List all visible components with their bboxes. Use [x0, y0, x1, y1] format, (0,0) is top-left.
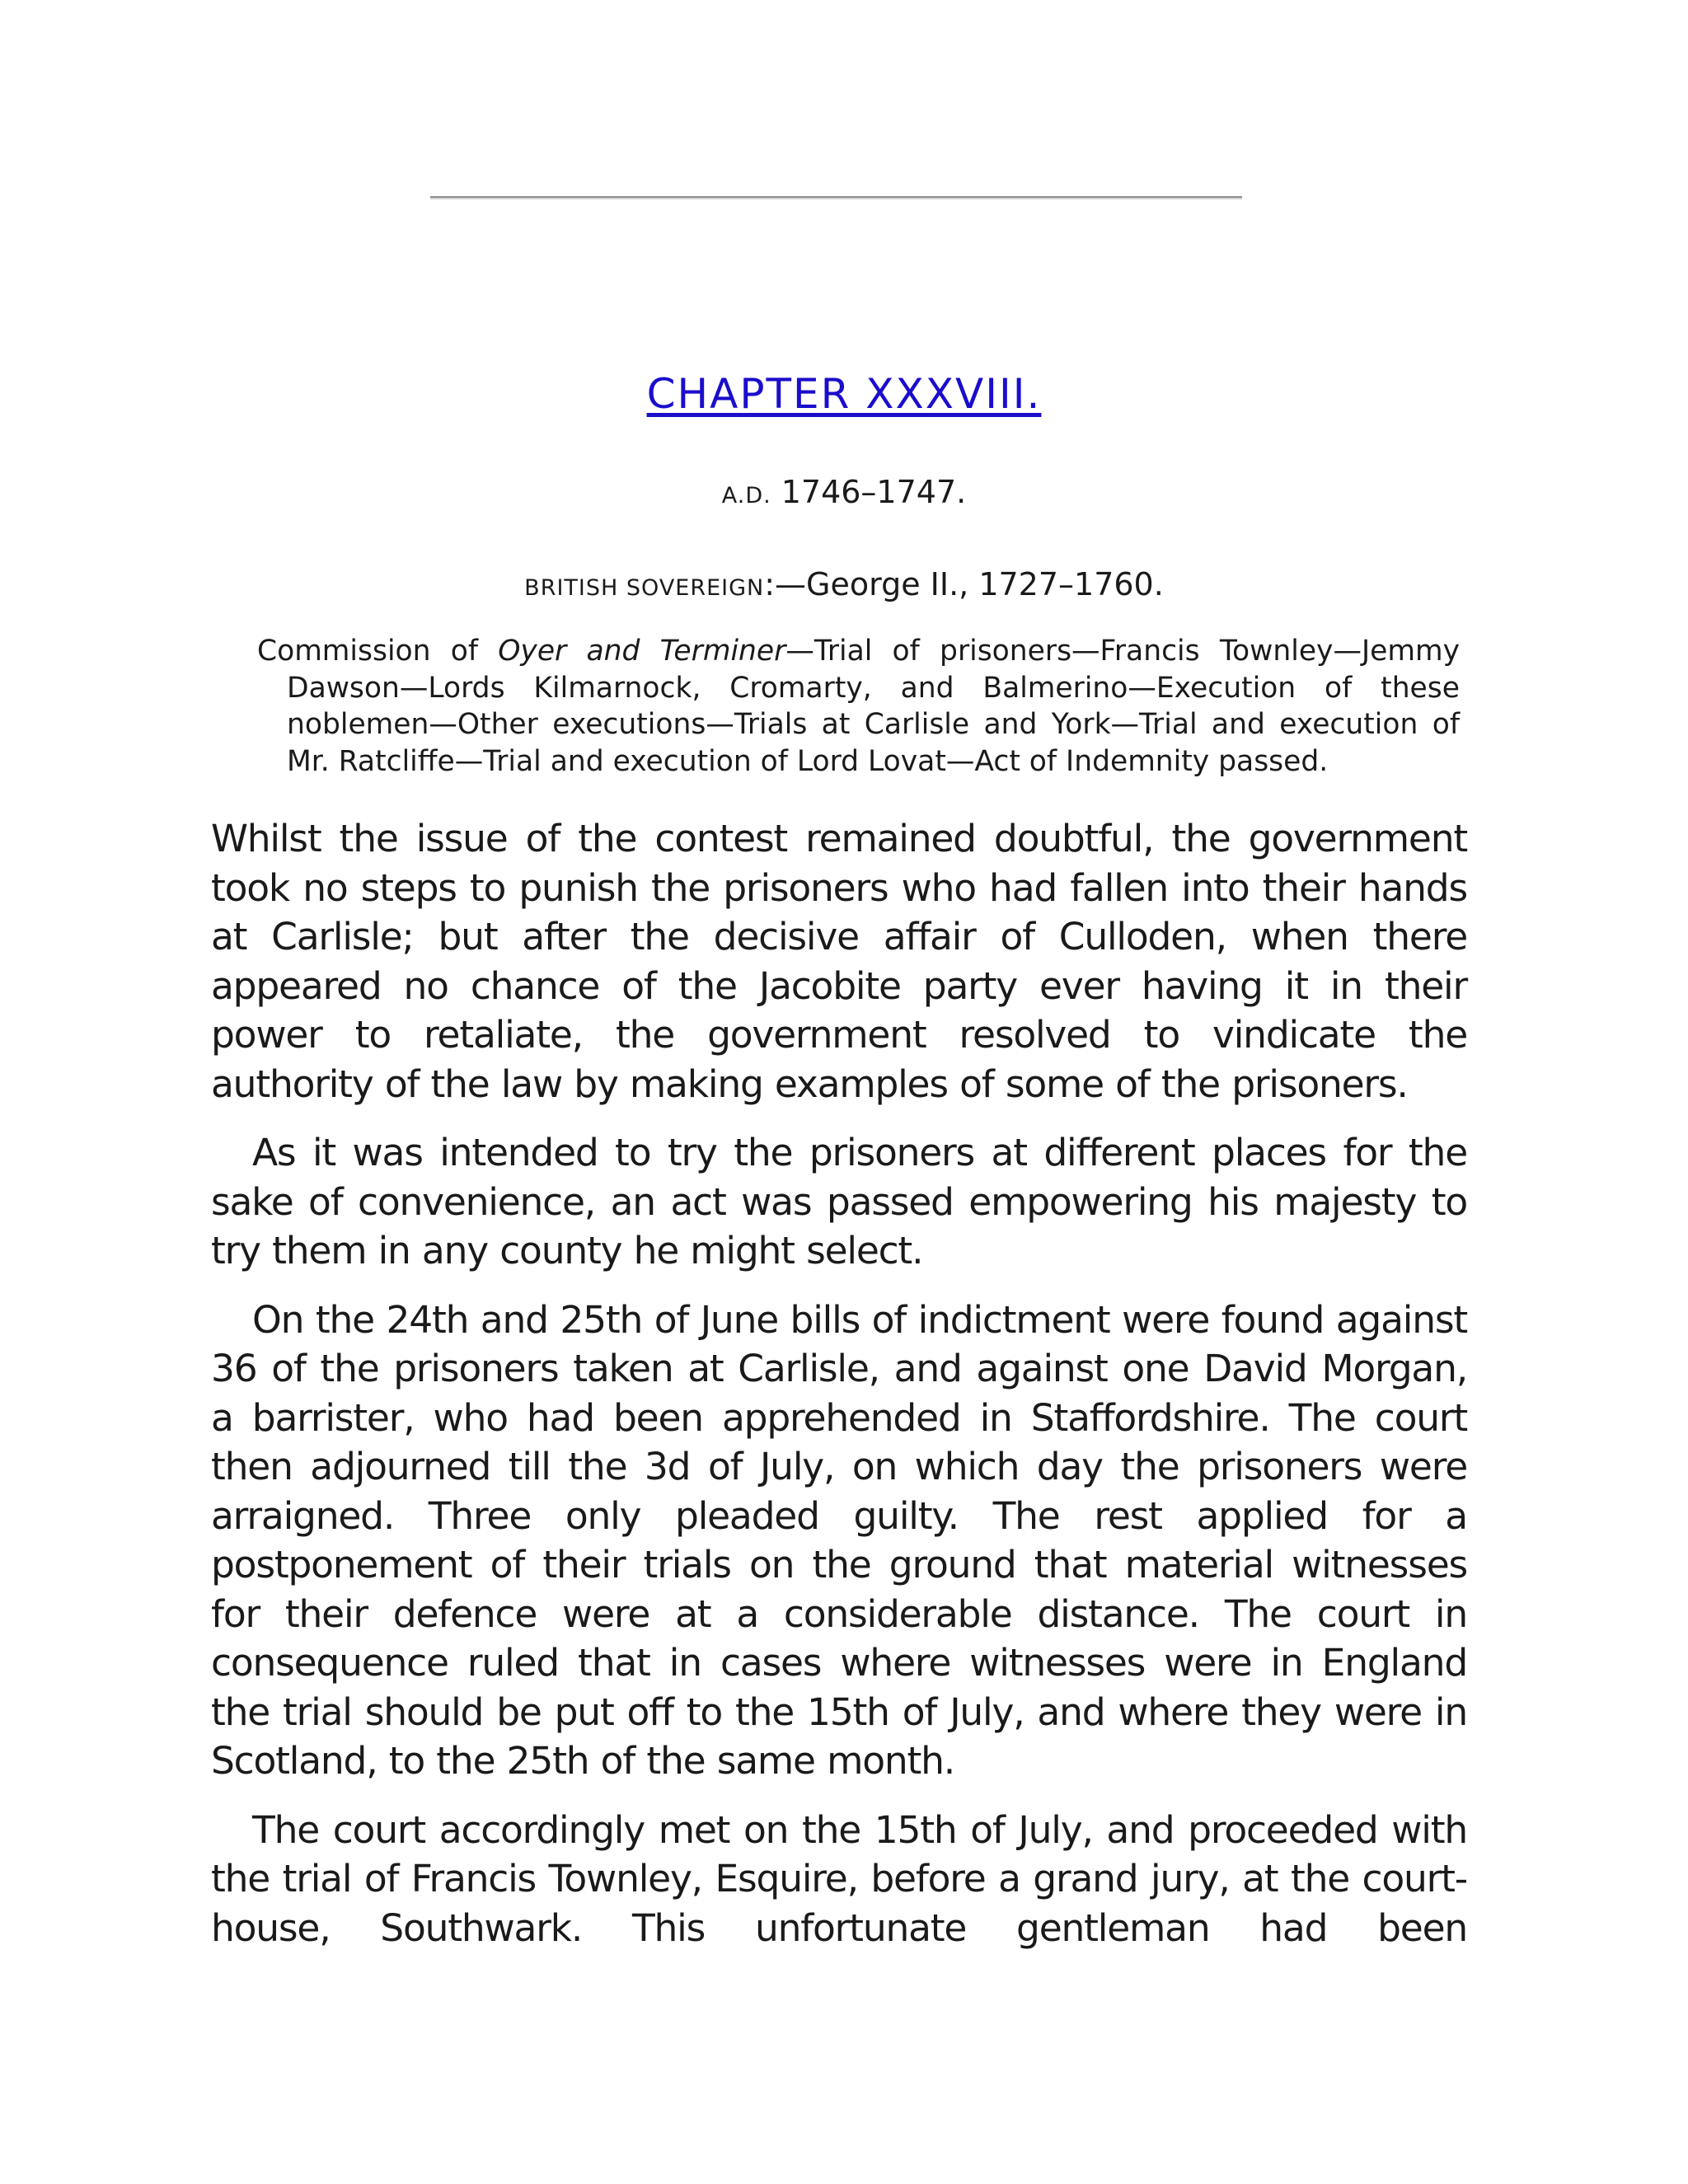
chapter-title-link[interactable]: CHAPTER XXXVIII. — [646, 370, 1042, 418]
paragraph-4: The court accordingly met on the 15th of July, and proceeded with the trial of Francis Townley, Esquire, before a grand jury, at the court-house, Southwark. This unfortunate gentleman had been — [211, 1807, 1467, 1950]
horizontal-rule — [430, 196, 1242, 199]
body-text — [211, 814, 1467, 1972]
date-line — [0, 471, 1688, 517]
paragraph-2: As it was intended to try the prisoners at different places for the sake of convenience, an act was passed empowering his majesty to try them in any county he might select. — [211, 1131, 1467, 1272]
chapter-synopsis — [257, 633, 1460, 780]
date-range: 1746–1747. — [781, 474, 967, 510]
paragraph-3: On the 24th and 25th of June bills of indictment were found against 36 of the prisoners taken at Carlisle, and against one David Morgan, a barrister, who had been apprehended in Staffordshire. The court then adjourned till the 3d of July, on which day the prisoners were arraigned. Three only pleaded guilty. The rest applied for a postponement of their trials on the ground that material witnesses for their defence were at a considerable distance. The court in consequence ruled that in cases where witnesses were in England the trial should be put off to the 15th of July, and where they were in Scotland, to the 25th of the same month. — [211, 1297, 1467, 1783]
chapter-heading — [0, 368, 1688, 420]
sovereign-text: :—George II., 1727–1760. — [764, 566, 1164, 602]
date-prefix: A.D. — [721, 483, 771, 509]
synopsis-post: —Trial of prisoners—Francis Townley—Jemmy Dawson—Lords Kilmarnock, Cromarty, and Balmerino—Execution of these noblemen—Other executions—Trials at Carlisle and York—Trial and execution of Mr. Ratcliffe—Trial and execution of Lord Lovat—Act of Indemnity passed. — [287, 635, 1460, 778]
sovereign-line — [0, 564, 1688, 609]
synopsis-pre: Commission of — [257, 635, 499, 668]
paragraph-1: Whilst the issue of the contest remained doubtful, the government took no steps to punish the prisoners who had fallen into their hands at Carlisle; but after the decisive affair of Culloden, when there appeared no chance of the Jacobite party ever having it in their power to retaliate, the government resolved to vindicate the authority of the law by making examples of some of the prisoners. — [211, 817, 1467, 1106]
sovereign-label: BRITISH SOVEREIGN — [524, 575, 765, 601]
synopsis-italic: Oyer and Terminer — [498, 635, 786, 668]
